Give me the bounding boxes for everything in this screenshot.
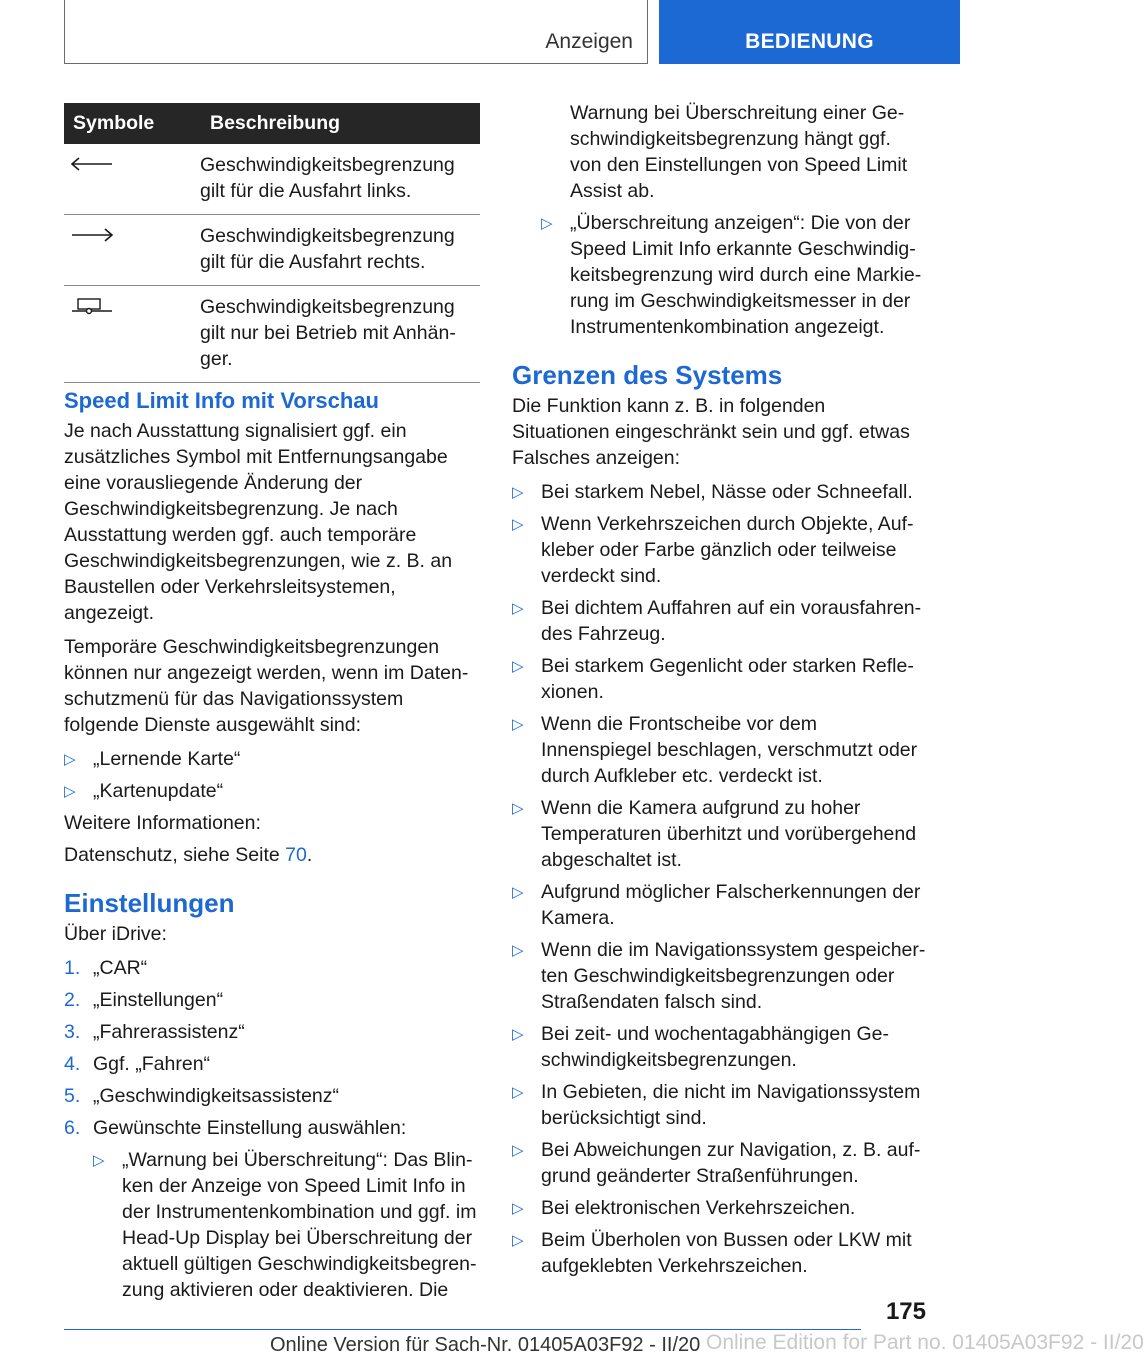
list-item: ▷ „Überschreitung anzeigen“: Die von der Speed Limit Info erkannte Geschwindigkeitsbegrenzung wird durch eine Markierung im Geschwindigkeitsmesser in der Instrumentenkombination angezeigt. [541, 212, 922, 338]
triangle-bullet-icon: ▷ [512, 884, 524, 901]
footer-watermark: Online Edition for Part no. 01405A03F92 - II/20 [706, 1331, 1144, 1354]
list-item: ▷ Bei starkem Gegenlicht oder starken Reflexionen. [512, 655, 914, 703]
list-item: ▷ Bei zeit- und wochentagabhängigen Geschwindigkeitsbegrenzungen. [512, 1023, 889, 1071]
page-number: 175 [885, 1298, 926, 1325]
list-item: ▷ Wenn die im Navigationssystem gespeicherten Geschwindigkeitsbegrenzungen oder Straßendaten falsch sind. [512, 939, 926, 1013]
triangle-bullet-icon: ▷ [512, 516, 524, 533]
paragraph-datenschutz: Datenschutz, siehe Seite 70. [64, 844, 313, 866]
list-item: ▷ Beim Überholen von Bussen oder LKW mit aufgeklebten Verkehrszeichen. [512, 1229, 912, 1277]
triangle-bullet-icon: ▷ [512, 1084, 524, 1101]
triangle-bullet-icon: ▷ [93, 1152, 105, 1169]
paragraph-ausstattung: Je nach Ausstattung signalisiert ggf. ein zusätzliches Symbol mit Entfernungsangabe eine vorausliegende Änderung der Geschwindigkeitsbegrenzung. Je nach Ausstattung werden ggf. auch temporäre Geschwindigkeitsbegrenzungen, wie z. B. an Baustellen oder Verkehrsleitsystemen, angezeigt. [64, 420, 453, 624]
triangle-bullet-icon: ▷ [512, 942, 524, 959]
heading-einstellungen: Einstellungen [64, 888, 235, 918]
heading-grenzen: Grenzen des Systems [512, 360, 783, 390]
list-item: ▷ „Warnung bei Überschreitung“: Das Blinken der Anzeige von Speed Limit Info in der Instrumentenkombination und ggf. im Head-Up Display bei Überschreitung der aktuell gültigen Geschwindigkeitsbegrenzung aktivieren oder deaktivieren. Die [93, 1149, 477, 1301]
list-item: ▷ Bei elektronischen Verkehrszeichen. [512, 1195, 926, 1221]
list-item: 1. „CAR“ [64, 957, 148, 979]
list-item: 5. „Geschwindigkeitsassistenz“ [64, 1085, 340, 1107]
right-column [512, 100, 926, 1285]
list-item: ▷ Wenn die Kamera aufgrund zu hoher Temperaturen überhitzt und vorübergehend abgeschaltet ist. [512, 797, 917, 871]
triangle-bullet-icon: ▷ [512, 600, 524, 617]
list-item: 4. Ggf. „Fahren“ [64, 1053, 211, 1075]
table-row [64, 286, 480, 383]
list-item: 3. „Fahrerassistenz“ [64, 1021, 245, 1043]
table-cell-icon [64, 215, 194, 286]
list-item: ▷ Aufgrund möglicher Falscherkennungen der Kamera. [512, 881, 921, 929]
triangle-bullet-icon: ▷ [64, 751, 76, 768]
heading-speed-limit-vorschau: Speed Limit Info mit Vorschau [64, 388, 379, 413]
paragraph-temporaer: Temporäre Geschwindigkeitsbegrenzungen können nur angezeigt werden, wenn im Datenschutzmenü für das Navigationssystem folgende Dienste ausgewählt sind: [64, 636, 469, 736]
table-cell-text: Geschwindigkeitsbegrenzung gilt für die Ausfahrt links. [194, 144, 480, 215]
page-link-70[interactable]: 70 [285, 844, 307, 866]
header-section-tab [64, 0, 648, 64]
triangle-bullet-icon: ▷ [512, 800, 524, 817]
paragraph-idrive: Über iDrive: [64, 923, 167, 945]
list-item: ▷ Bei starkem Nebel, Nässe oder Schneefall. [512, 479, 926, 505]
list-item: ▷ Bei Abweichungen zur Navigation, z. B. aufgrund geänderter Straßenführungen. [512, 1139, 921, 1187]
trailer-icon [70, 296, 114, 316]
triangle-bullet-icon: ▷ [512, 1232, 524, 1249]
table-cell-icon [64, 286, 194, 383]
header-chapter-tab [659, 0, 960, 64]
table-row [64, 144, 480, 215]
footer-divider [64, 1329, 861, 1330]
left-column [64, 388, 480, 1309]
arrow-right-icon [70, 227, 114, 243]
list-item: ▷ In Gebieten, die nicht im Navigationssystem berücksichtigt sind. [512, 1081, 921, 1129]
services-list [64, 746, 480, 804]
table-cell-text: Geschwindigkeitsbegrenzung gilt nur bei Betrieb mit Anhänger. [194, 286, 480, 383]
symbol-table [64, 103, 480, 383]
table-cell-text: Geschwindigkeitsbegrenzung gilt für die Ausfahrt rechts. [194, 215, 480, 286]
triangle-bullet-icon: ▷ [512, 658, 524, 675]
triangle-bullet-icon: ▷ [512, 1026, 524, 1043]
table-row [64, 215, 480, 286]
list-item: ▷ Bei dichtem Auffahren auf ein vorausfahrendes Fahrzeug. [512, 597, 922, 645]
paragraph-weitere-info: Weitere Informationen: [64, 812, 261, 834]
footer-online-version: Online Version für Sach-Nr. 01405A03F92 - II/20 [270, 1334, 701, 1356]
triangle-bullet-icon: ▷ [512, 1200, 524, 1217]
paragraph-intro: Die Funktion kann z. B. in folgenden Situationen eingeschränkt sein und ggf. etwas Falsches anzeigen: [512, 395, 910, 469]
header-chapter-label: BEDIENUNG [745, 30, 874, 53]
arrow-left-icon [70, 156, 114, 172]
triangle-bullet-icon: ▷ [512, 484, 524, 501]
sub-list [93, 1147, 480, 1303]
list-item: 2. „Einstellungen“ [64, 989, 224, 1011]
list-item: ▷ „Lernende Karte“ [64, 746, 480, 772]
list-item: ▷ Wenn die Frontscheibe vor dem Innenspiegel beschlagen, verschmutzt oder durch Aufkleber etc. verdeckt ist. [512, 713, 918, 787]
triangle-bullet-icon: ▷ [541, 215, 553, 232]
triangle-bullet-icon: ▷ [64, 783, 76, 800]
table-cell-icon [64, 144, 194, 215]
warning-list [512, 210, 926, 340]
list-item: ▷ Wenn Verkehrszeichen durch Objekte, Aufkleber oder Farbe gänzlich oder teilweise verdeckt sind. [512, 513, 914, 587]
table-header-symbole: Symbole [64, 103, 194, 144]
triangle-bullet-icon: ▷ [512, 1142, 524, 1159]
limits-list [512, 479, 926, 1279]
list-item: 6. Gewünschte Einstellung auswählen: ▷ „Warnung bei Überschreitung“: Das Blinken der Anzeige von Speed Limit Info in der Instrumentenkombination und ggf. im Head-Up Display bei Überschreitung der aktuell gültigen Geschwindigkeitsbegrenzung aktivieren oder deaktivieren. Die [64, 1115, 480, 1303]
list-item: ▷ „Kartenupdate“ [64, 778, 480, 804]
table-header-row [64, 103, 480, 144]
header-section-label: Anzeigen [545, 30, 633, 53]
steps-list [64, 955, 480, 1303]
table-header-beschreibung: Beschreibung [194, 103, 480, 144]
paragraph-continuation: Warnung bei Überschreitung einer Geschwindigkeitsbegrenzung hängt ggf. von den Einstellungen von Speed Limit Assist ab. [570, 102, 908, 202]
triangle-bullet-icon: ▷ [512, 716, 524, 733]
